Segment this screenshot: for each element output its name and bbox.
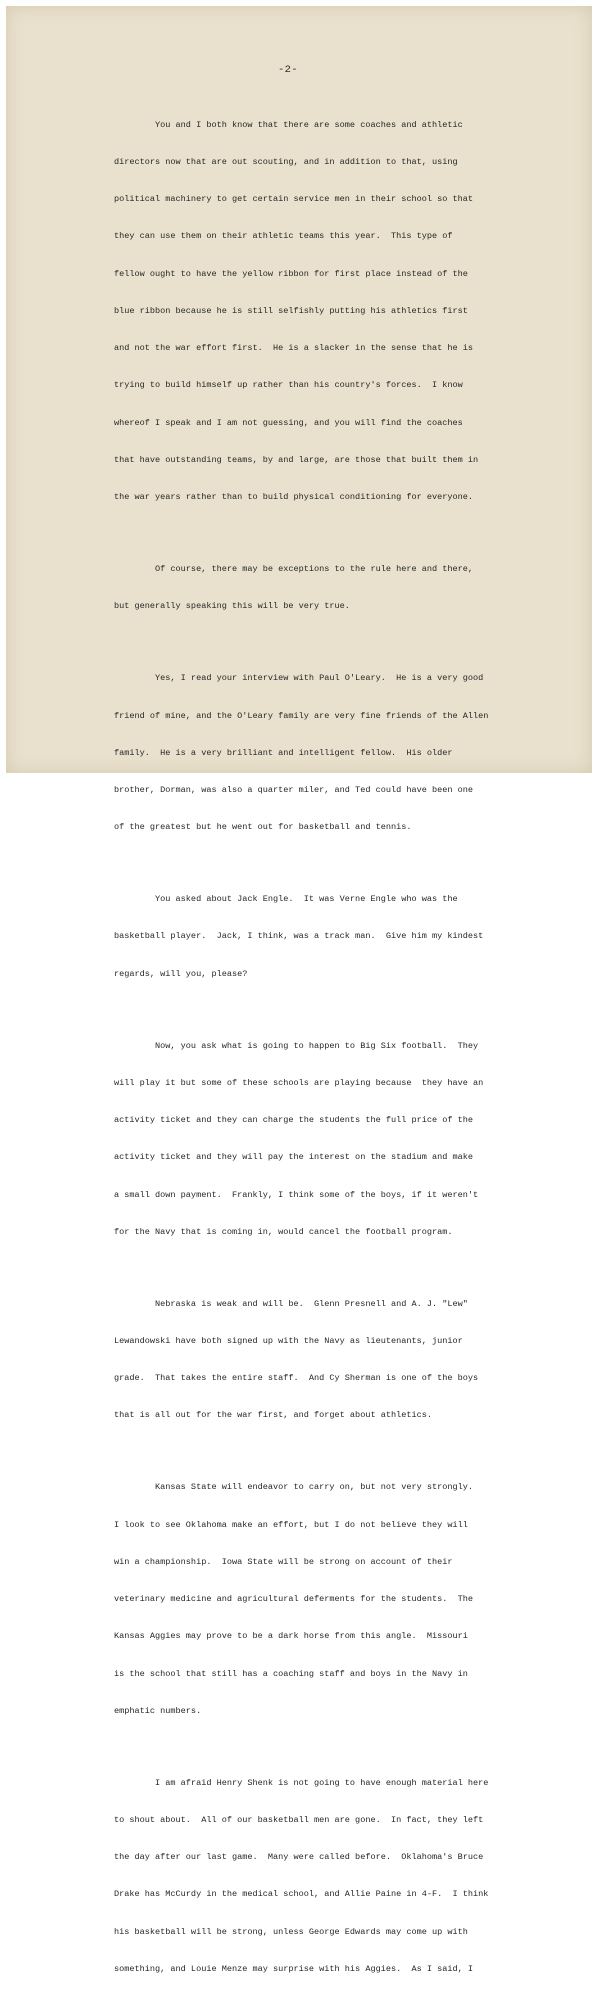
text-line: grade. That takes the entire staff. And Cy Sherman is one of the boys	[114, 1373, 479, 1384]
text-line: the day after our last game. Many were called before. Oklahoma's Bruce	[114, 1852, 484, 1863]
text-line: they can use them on their athletic teams this year. This type of	[114, 231, 453, 242]
text-line: but generally speaking this will be very true.	[114, 601, 350, 612]
paragraph-coaches-scouting	[114, 94, 534, 528]
text-line: Lewandowski have both signed up with the Navy as lieutenants, junior	[114, 1336, 463, 1346]
text-line: the war years rather than to build physical conditioning for everyone.	[114, 492, 474, 502]
text-line: activity ticket and they will pay the interest on the stadium and make	[114, 1152, 474, 1163]
paragraph-big-six-football	[114, 1015, 534, 1263]
letter-body	[114, 94, 534, 2010]
text-line: I am afraid Henry Shenk is not going to have enough material here	[114, 1777, 489, 1788]
text-line: is the school that still has a coaching staff and boys in the Navy in	[114, 1668, 468, 1679]
paragraph-exceptions	[114, 538, 534, 637]
letter-page	[6, 6, 592, 1974]
text-line: and not the war effort first. He is a slacker in the sense that he is	[114, 343, 474, 354]
text-line: Of course, there may be exceptions to the rule here and there,	[114, 564, 474, 575]
text-line: directors now that are out scouting, and in addition to that, using	[114, 157, 458, 168]
text-line: a small down payment. Frankly, I think some of the boys, if it weren't	[114, 1189, 479, 1200]
text-line: brother, Dorman, was also a quarter miler, and Ted could have been one	[114, 784, 474, 795]
text-line: fellow ought to have the yellow ribbon for first place instead of the	[114, 268, 468, 279]
text-line: for the Navy that is coming in, would cancel the football program.	[114, 1226, 453, 1237]
text-line: trying to build himself up rather than his country's forces. I know	[114, 380, 463, 391]
text-line: will play it but some of these schools are playing because they have an	[114, 1077, 484, 1088]
text-line: basketball player. Jack, I think, was a track man. Give him my kindest	[114, 931, 484, 942]
text-line: something, and Louie Menze may surprise with his Aggies. As I said, I	[114, 1963, 474, 1974]
text-line: to shout about. All of our basketball men are gone. In fact, they left	[114, 1815, 484, 1826]
text-line: Kansas State will endeavor to carry on, but not very strongly.	[114, 1482, 474, 1493]
text-line: Kansas Aggies may prove to be a dark horse from this angle. Missouri	[114, 1631, 468, 1642]
text-line: regards, will you, please?	[114, 968, 248, 979]
text-line: emphatic numbers.	[114, 1705, 202, 1716]
text-line: that is all out for the war first, and forget about athletics.	[114, 1410, 432, 1421]
text-line: You and I both know that there are some coaches and athletic	[114, 119, 463, 130]
paragraph-henry-shenk	[114, 1752, 534, 2000]
text-line: whereof I speak and I am not guessing, and you will find the coaches	[114, 417, 463, 428]
text-line: Nebraska is weak and will be. Glenn Presnell and A. J. "Lew"	[114, 1298, 468, 1309]
text-line: veterinary medicine and agricultural deferments for the students. The	[114, 1594, 474, 1605]
text-line: Drake has McCurdy in the medical school, and Allie Paine in 4-F. I think	[114, 1889, 489, 1900]
text-line: of the greatest but he went out for basketball and tennis.	[114, 822, 412, 833]
text-line: blue ribbon because he is still selfishly putting his athletics first	[114, 305, 468, 316]
paragraph-nebraska	[114, 1273, 534, 1447]
paragraph-oleary	[114, 647, 534, 858]
text-line: win a championship. Iowa State will be strong on account of their	[114, 1556, 453, 1567]
paragraph-engle	[114, 868, 534, 1004]
text-line: that have outstanding teams, by and large, are those that built them in	[114, 454, 479, 465]
text-line: family. He is a very brilliant and intelligent fellow. His older	[114, 747, 453, 758]
text-line: political machinery to get certain service men in their school so that	[114, 194, 474, 205]
paragraph-kansas-state	[114, 1457, 534, 1742]
text-line: his basketball will be strong, unless George Edwards may come up with	[114, 1926, 468, 1937]
text-line: friend of mine, and the O'Leary family are very fine friends of the Allen	[114, 710, 489, 721]
text-line: Yes, I read your interview with Paul O'Leary. He is a very good	[114, 673, 484, 684]
text-line: You asked about Jack Engle. It was Verne Engle who was the	[114, 894, 458, 905]
text-line: I look to see Oklahoma make an effort, but I do not believe they will	[114, 1519, 468, 1530]
page-number: -2-	[278, 64, 298, 76]
text-line: activity ticket and they can charge the students the full price of the	[114, 1115, 474, 1126]
text-line: Now, you ask what is going to happen to Big Six football. They	[114, 1040, 479, 1051]
